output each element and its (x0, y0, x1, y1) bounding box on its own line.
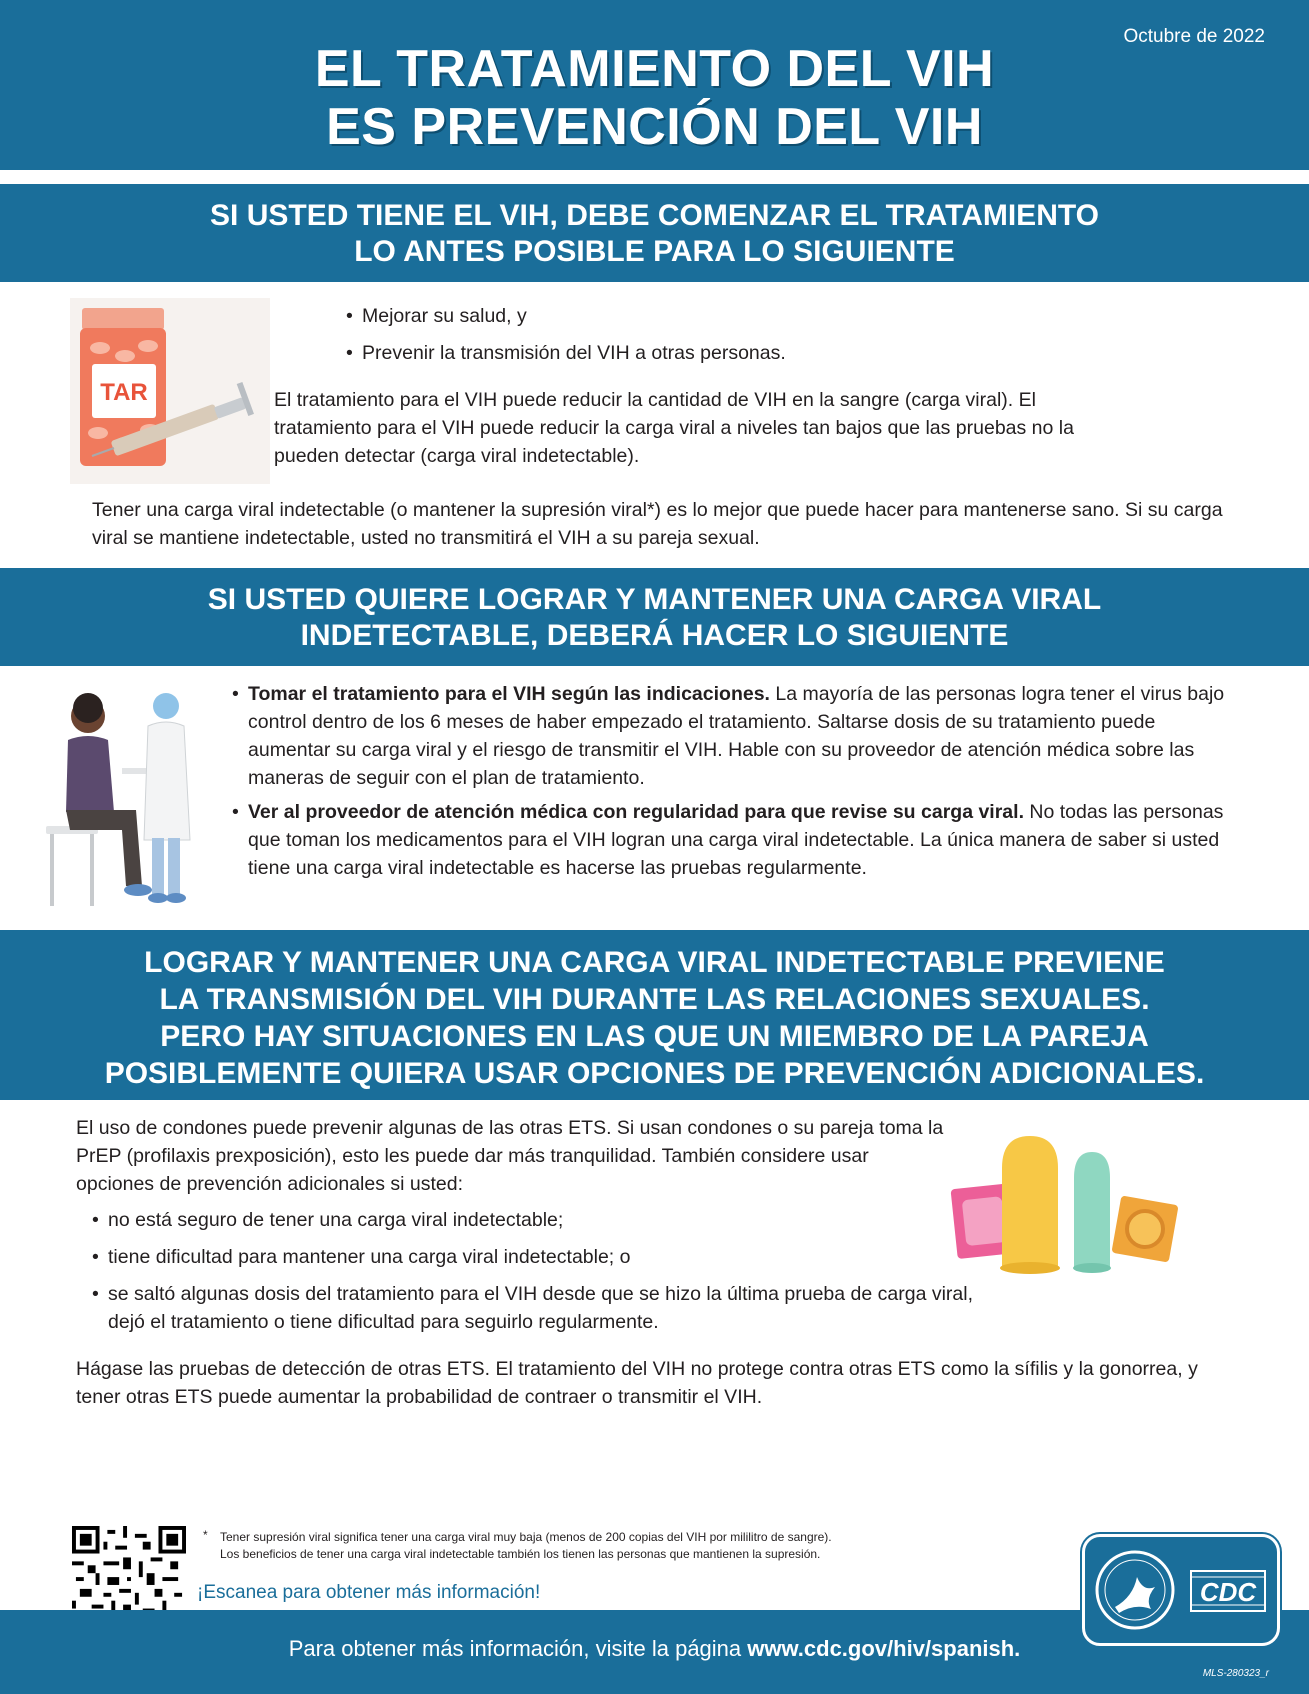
section-3-heading-line-3: PERO HAY SITUACIONES EN LAS QUE UN MIEMBRO DE LA PAREJA (160, 1020, 1149, 1053)
cdc-logo-box (1082, 1534, 1280, 1646)
section-3-bullet-list (92, 1206, 1012, 1345)
list-item-bold: Ver al proveedor de atención médica con regularidad para que revise su carga viral. (248, 801, 1024, 823)
section-3-heading-line-1: LOGRAR Y MANTENER UNA CARGA VIRAL INDETECTABLE PREVIENE (144, 946, 1165, 979)
more-info-link[interactable]: www.cdc.gov/hiv/spanish. (747, 1636, 1021, 1661)
page-title-line-1: EL TRATAMIENTO DEL VIH (314, 40, 995, 98)
section-2-bullet-list (232, 680, 1232, 888)
hhs-logo (1085, 1537, 1277, 1643)
cdc-logo-text: CDC (1199, 1577, 1257, 1607)
publication-date: Octubre de 2022 (1123, 26, 1265, 47)
section-3-paragraph: El uso de condones puede prevenir algunas de las otras ETS. Si usan condones o su pareja toma la PrEP (profilaxis prexposición), esto les puede dar más tranquilidad. También considere usar opciones de prevención adicionales si usted: (76, 1117, 944, 1195)
condoms-illustration (950, 1128, 1180, 1276)
section-3-heading-line-2: LA TRANSMISIÓN DEL VIH DURANTE LAS RELACIONES SEXUALES. (159, 983, 1150, 1016)
list-item-bold: Tomar el tratamiento para el VIH según las indicaciones. (248, 683, 770, 705)
footnote-mark: * (203, 1528, 208, 1542)
footnote (220, 1529, 980, 1563)
list-item-text: No todas las personas que toman los medicamentos para el VIH logran una carga viral indetectable. La única manera de saber si usted tiene una carga viral indetectable es hacerse las pruebas regularmente. (248, 801, 1224, 879)
pill-bottle-label: TAR (100, 379, 148, 406)
section-2-heading (0, 568, 1309, 666)
section-1-bullet-list (346, 302, 786, 376)
page-title-line-2: ES PREVENCIÓN DEL VIH (326, 98, 983, 156)
section-2-heading-line-2: INDETECTABLE, DEBERÁ HACER LO SIGUIENTE (300, 619, 1009, 652)
section-1-heading-line-1: SI USTED TIENE EL VIH, DEBE COMENZAR EL TRATAMIENTO (210, 199, 1099, 232)
section-2-heading-line-1: SI USTED QUIERE LOGRAR Y MANTENER UNA CARGA VIRAL (207, 583, 1102, 616)
patient-doctor-illustration (40, 680, 230, 910)
section-1-heading (0, 184, 1309, 282)
cdc-logo (1191, 1571, 1265, 1611)
section-1-paragraph: El tratamiento para el VIH puede reducir la cantidad de VIH en la sangre (carga viral). El tratamiento para el VIH puede reducir la carga viral a niveles tan bajos que las pruebas no la pueden detectar (carga viral indetectable). (274, 389, 1074, 467)
section-3-heading-line-4: POSIBLEMENTE QUIERA USAR OPCIONES DE PREVENCIÓN ADICIONALES. (104, 1057, 1205, 1090)
document-code: MLS-280323_r (1202, 1668, 1269, 1679)
section-1-paragraph-2: Tener una carga viral indetectable (o mantener la supresión viral*) es lo mejor que puede hacer para mantenerse sano. Si su carga viral se mantiene indetectable, usted no transmitirá el VIH a su pareja sexual. (92, 499, 1223, 549)
list-item: • Mejorar su salud, y (346, 302, 786, 330)
more-info-prefix: Para obtener más información, visite la página (288, 1636, 748, 1661)
scan-prompt: ¡Escanea para obtener más información! (197, 1582, 541, 1603)
list-item: • Prevenir la transmisión del VIH a otras personas. (346, 339, 786, 367)
section-1-heading-line-2: LO ANTES POSIBLE PARA LO SIGUIENTE (354, 235, 955, 268)
footnote-line-1: Tener supresión viral significa tener una carga viral muy baja (menos de 200 copias del VIH por mililitro de sangre). (220, 1530, 832, 1544)
list-item: • no está seguro de tener una carga viral indetectable; (92, 1206, 1012, 1234)
footnote-line-2: Los beneficios de tener una carga viral indetectable también los tienen las personas que mantienen la supresión. (220, 1547, 821, 1561)
list-item (232, 798, 1232, 882)
section-3-heading (0, 930, 1309, 1100)
list-item-text: La mayoría de las personas logra tener el virus bajo control dentro de los 6 meses de haber empezado el tratamiento. Saltarse dosis de su tratamiento puede aumentar su carga viral y el riesgo de transmitir el VIH. Hable con su proveedor de atención médica sobre las maneras de seguir con el plan de tratamiento. (248, 683, 1225, 789)
list-item: • tiene dificultad para mantener una carga viral indetectable; o (92, 1243, 1012, 1271)
section-3-paragraph-2: Hágase las pruebas de detección de otras ETS. El tratamiento del VIH no protege contra otras ETS como la sífilis y la gonorrea, y tener otras ETS puede aumentar la probabilidad de contraer o transmitir el VIH. (76, 1358, 1198, 1408)
list-item: • se saltó algunas dosis del tratamiento para el VIH desde que se hizo la última prueba de carga viral, dejó el tratamiento o tiene dificultad para seguirlo regularmente. (92, 1280, 1012, 1336)
list-item (232, 680, 1232, 792)
pill-bottle-icon (70, 298, 270, 484)
